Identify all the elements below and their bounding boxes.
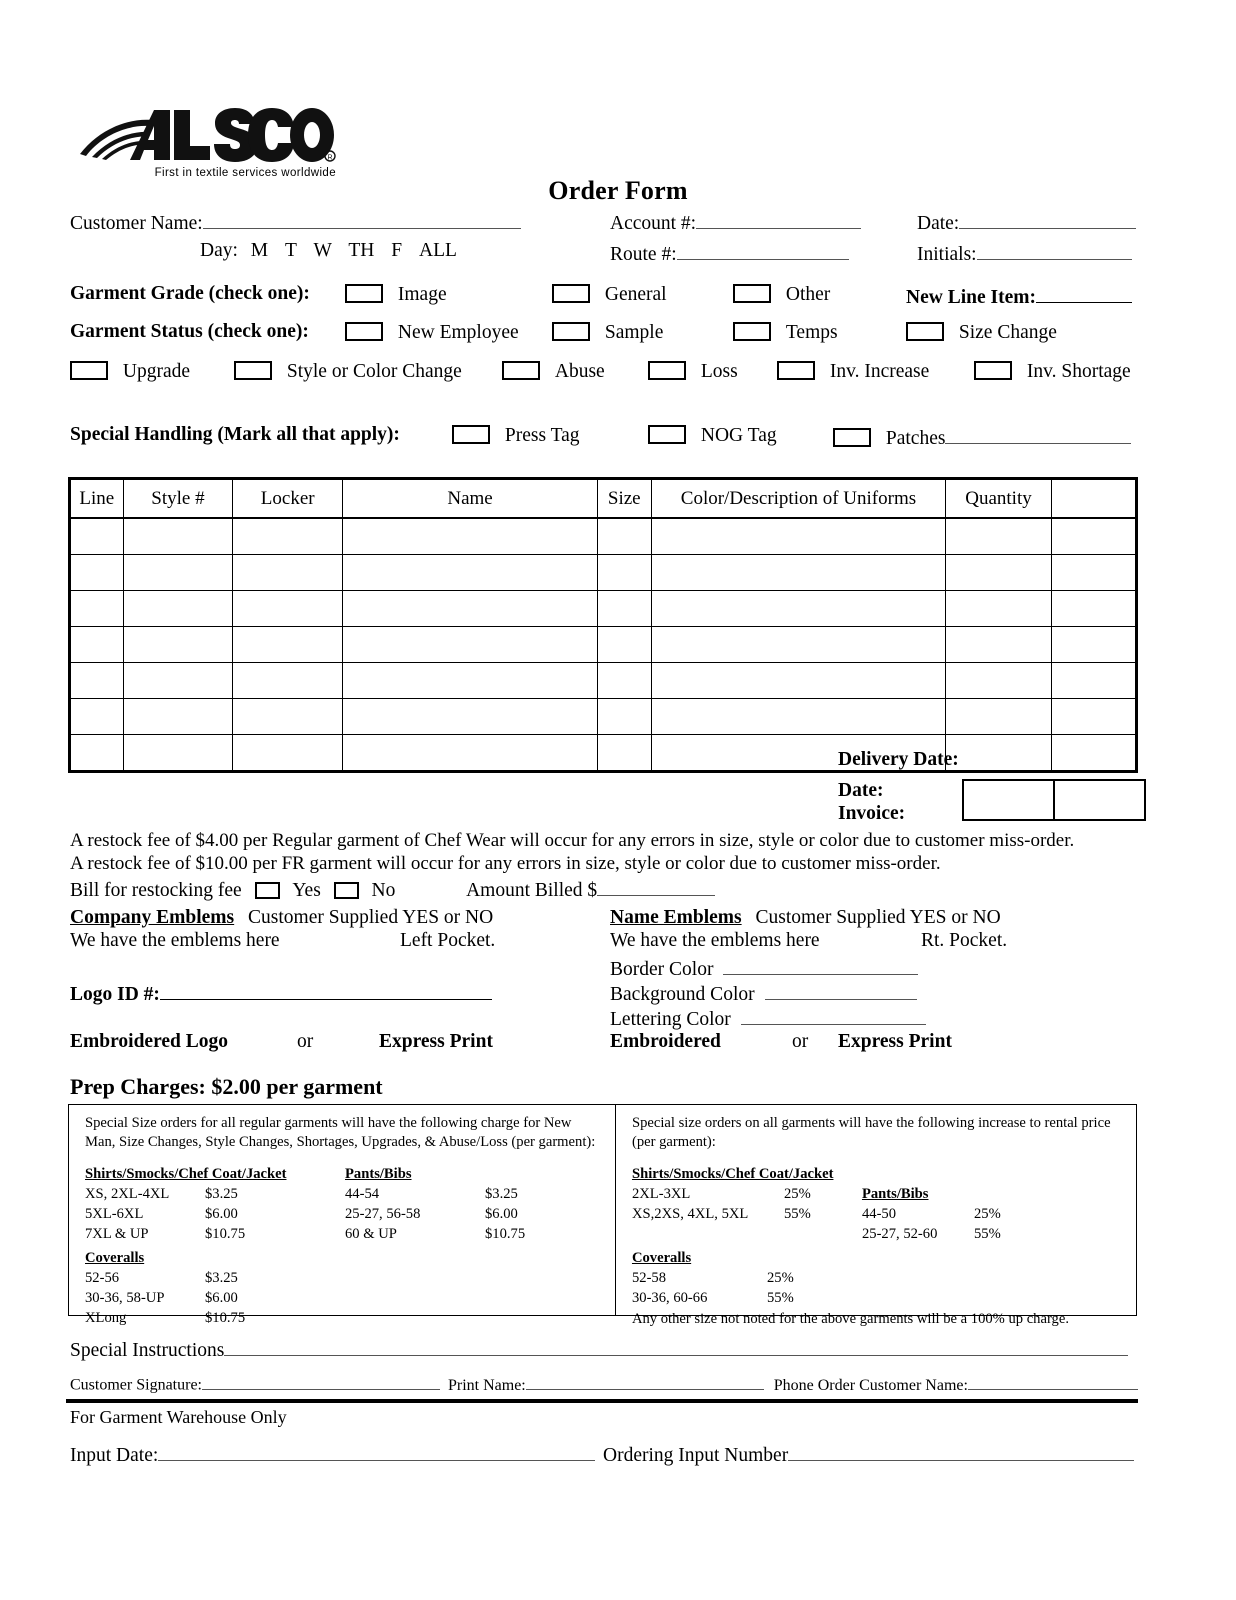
cell-size[interactable] [597,591,651,627]
label-press-tag: Press Tag [504,425,580,446]
amount-billed-input[interactable] [597,877,715,896]
cell-color[interactable] [651,627,946,663]
cell-line[interactable] [70,735,124,772]
price-row [85,1289,245,1309]
price-right-shirts-price-0: 25% [783,1186,811,1203]
price-left-shirts-head: Shirts/Smocks/Chef Coat/Jacket [85,1166,287,1183]
date-field[interactable] [917,210,1136,233]
label-abuse: Abuse [554,361,605,382]
table-row[interactable] [70,591,1137,627]
name-emblems-pocket: Rt. Pocket. [921,930,1008,951]
checkbox-bill-yes[interactable] [255,882,280,899]
cell-name[interactable] [343,699,598,735]
special-handling-patches[interactable] [833,425,1131,448]
amount-billed-label: Amount Billed $ [466,879,598,901]
cell-extra[interactable] [1051,663,1136,699]
label-temps: Temps [785,322,838,343]
name-emblems-heading: Name Emblems [610,907,742,928]
column-header-extra [1051,479,1136,519]
special-instructions-input[interactable] [224,1337,1128,1356]
border-color-label: Border Color [610,958,714,980]
price-right-coveralls-size-1: 30-36, 60-66 [631,1289,708,1306]
day-option-all[interactable]: ALL [418,240,457,261]
day-option-m[interactable]: M [250,240,269,261]
cell-extra[interactable] [1051,591,1136,627]
price-row [632,1225,1001,1245]
cell-extra[interactable] [1051,555,1136,591]
day-option-w[interactable]: W [313,240,332,261]
cell-line[interactable] [70,591,124,627]
input-date-label: Input Date: [70,1444,159,1466]
column-header-line: Line [70,479,124,519]
label-image: Image [397,284,447,305]
cell-extra[interactable] [1051,518,1136,555]
checkbox-general[interactable] [552,284,590,303]
label-upgrade: Upgrade [122,361,191,382]
phone-order-input[interactable] [968,1374,1138,1390]
name-emblems-method-express-print[interactable]: Express Print [838,1031,952,1052]
cell-quantity[interactable] [946,627,1051,663]
garment-grade-option-general[interactable] [552,284,667,305]
column-header-quantity: Quantity [946,479,1051,519]
garment-grade-option-other[interactable] [733,284,830,305]
cell-size[interactable] [597,663,651,699]
price-row [632,1269,794,1289]
garment-status-option-size-change[interactable] [906,322,1057,343]
company-emblems-method-embroidered[interactable]: Embroidered Logo [70,1031,228,1052]
logo-id-label: Logo ID #: [70,983,160,1005]
date-input[interactable] [959,210,1136,229]
cell-locker[interactable] [233,555,343,591]
column-header-color-description: Color/Description of Uniforms [651,479,946,519]
cell-quantity[interactable] [946,735,1051,772]
price-right-pants-size-0: 44-50 [861,1205,897,1222]
print-name-input[interactable] [526,1374,764,1390]
pricing-box-special-size-charge [69,1105,616,1327]
price-row [85,1205,525,1225]
cell-style[interactable] [123,518,233,555]
delivery-date-box[interactable] [963,780,1054,820]
initials-field[interactable] [917,241,1132,264]
day-option-th[interactable]: TH [348,240,375,261]
input-date-input[interactable] [158,1442,595,1461]
company-emblems-pocket: Left Pocket. [400,930,496,951]
phone-order-label: Phone Order Customer Name: [773,1376,968,1394]
cell-size[interactable] [597,735,651,772]
table-row[interactable] [70,699,1137,735]
footer-divider [66,1399,1138,1403]
price-row [85,1309,245,1329]
price-right-shirts-size-1: XS,2XS, 4XL, 5XL [631,1205,749,1222]
cell-style[interactable] [123,627,233,663]
cell-locker[interactable] [233,591,343,627]
cell-line[interactable] [70,627,124,663]
cell-name[interactable] [343,555,598,591]
day-option-f[interactable]: F [391,240,403,261]
cell-line[interactable] [70,663,124,699]
cell-locker[interactable] [233,663,343,699]
ordering-input-number-field[interactable] [603,1442,1134,1465]
border-color-input[interactable] [723,956,918,975]
garment-status-option-sample[interactable] [552,322,663,343]
name-emblems-have-here: We have the emblems here [610,930,820,951]
label-inv-increase: Inv. Increase [829,361,930,382]
checkbox-image[interactable] [345,284,383,303]
name-emblems-heading-row [610,908,1001,928]
price-left-shirts-size-2: 7XL & UP [85,1226,149,1243]
garment-status-option-new-employee[interactable] [345,322,519,343]
checkbox-bill-no[interactable] [334,882,359,899]
cell-name[interactable] [343,591,598,627]
print-name-label: Print Name: [447,1376,526,1394]
new-line-item-input[interactable] [1036,284,1132,303]
price-right-coveralls-head: Coveralls [631,1249,692,1266]
cell-name[interactable] [343,663,598,699]
label-new-employee: New Employee [397,322,519,343]
alsco-tagline: First in textile services worldwide [154,167,336,179]
cell-quantity[interactable] [946,518,1051,555]
cell-quantity[interactable] [946,555,1051,591]
price-right-pants-head: Pants/Bibs [861,1186,929,1203]
cell-size[interactable] [597,518,651,555]
border-color-field[interactable] [610,956,918,979]
special-handling-label: Special Handling (Mark all that apply): [70,424,400,445]
checkbox-inv-increase[interactable] [777,361,815,380]
name-emblems-method-embroidered[interactable]: Embroidered [610,1031,721,1052]
cell-locker[interactable] [233,627,343,663]
cell-color[interactable] [651,591,946,627]
price-left-pants-price-2: $10.75 [485,1226,526,1243]
status-option-style-color-change[interactable] [234,361,462,382]
price-left-coveralls-table [85,1249,245,1329]
checkbox-new-employee[interactable] [345,322,383,341]
cell-quantity[interactable] [946,663,1051,699]
warehouse-only-label: For Garment Warehouse Only [70,1407,287,1427]
price-left-pants-size-0: 44-54 [345,1186,380,1203]
price-right-shirts-price-1: 55% [783,1205,811,1222]
label-patches: Patches [885,427,946,449]
label-size-change: Size Change [958,322,1057,343]
price-left-shirts-price-0: $3.25 [205,1186,238,1203]
special-handling-nog-tag[interactable] [648,425,777,446]
lettering-color-input[interactable] [741,1006,926,1025]
customer-name-input[interactable] [203,210,521,229]
initials-input[interactable] [977,241,1132,260]
cell-line[interactable] [70,699,124,735]
patches-input[interactable] [945,425,1131,444]
company-emblems-method-express-print[interactable]: Express Print [379,1031,493,1052]
company-emblems-supplied[interactable]: Customer Supplied YES or NO [248,907,494,928]
account-label: Account #: [610,212,697,234]
price-left-intro: Special Size orders for all regular garments will have the following charge for New Man, Size Changes, Style Changes, Shortages, Upgrades, & Abuse/Loss (per garment): [85,1115,596,1150]
cell-size[interactable] [597,555,651,591]
customer-name-label: Customer Name: [70,212,203,234]
status-option-loss[interactable] [648,361,738,382]
price-row-head [632,1249,794,1269]
price-right-pants-price-1: 55% [973,1225,1001,1242]
cell-extra[interactable] [1051,699,1136,735]
column-header-size: Size [597,479,651,519]
cell-quantity[interactable] [946,591,1051,627]
customer-signature-label: Customer Signature: [70,1376,202,1394]
cell-quantity[interactable] [946,699,1051,735]
price-left-shirts-price-2: $10.75 [205,1226,246,1243]
delivery-date-label: Delivery Date: [838,749,959,770]
table-row[interactable] [70,663,1137,699]
initials-label: Initials: [917,243,977,265]
background-color-label: Background Color [610,983,755,1005]
price-right-shirts-size-0: 2XL-3XL [631,1186,691,1203]
price-left-pants-price-0: $3.25 [485,1186,518,1203]
cell-name[interactable] [343,518,598,555]
price-row [85,1185,525,1205]
cell-style[interactable] [123,555,233,591]
checkbox-patches[interactable] [833,428,871,447]
price-left-coveralls-price-2: $10.75 [205,1310,246,1327]
price-left-pants-size-2: 60 & UP [345,1226,397,1243]
price-right-shirts-pants-table [632,1185,1001,1245]
price-left-shirts-size-0: XS, 2XL-4XL [85,1186,170,1203]
label-bill-no: No [371,879,396,901]
price-right-shirts-head: Shirts/Smocks/Chef Coat/Jacket [631,1166,834,1183]
table-header-row [70,479,1137,519]
price-row [632,1185,1001,1205]
route-label: Route #: [610,243,677,265]
name-emblems-method-or: or [792,1031,809,1052]
price-row-head [85,1249,245,1269]
background-color-input[interactable] [765,981,917,1000]
cell-color[interactable] [651,699,946,735]
price-right-coveralls-size-0: 52-58 [631,1269,667,1286]
price-left-shirts-pants-table [85,1165,525,1245]
restock-line-1: A restock fee of $4.00 per Regular garment of Chef Wear will occur for any errors in size, style or color due to customer miss-order. [70,830,1075,851]
checkbox-inv-shortage[interactable] [974,361,1012,380]
price-row [85,1269,245,1289]
checkbox-nog-tag[interactable] [648,425,686,444]
price-left-coveralls-size-2: XLong [85,1310,127,1327]
cell-style[interactable] [123,735,233,772]
column-header-style: Style # [123,479,233,519]
cell-locker[interactable] [233,699,343,735]
price-left-pants-price-1: $6.00 [485,1206,518,1223]
signature-row[interactable] [70,1374,1138,1395]
account-input[interactable] [696,210,861,229]
price-row [85,1225,525,1245]
price-right-pants-price-0: 25% [973,1205,1001,1222]
cell-line[interactable] [70,555,124,591]
account-field[interactable] [610,210,861,233]
page-title: Order Form [548,176,688,205]
special-handling-press-tag[interactable] [452,425,580,446]
alsco-logo [78,104,338,179]
price-left-coveralls-price-1: $6.00 [205,1290,238,1307]
checkbox-sample[interactable] [552,322,590,341]
cell-name[interactable] [343,627,598,663]
cell-size[interactable] [597,699,651,735]
label-sample: Sample [604,322,664,343]
price-left-coveralls-head: Coveralls [85,1250,145,1267]
label-general: General [604,284,667,305]
checkbox-style-color-change[interactable] [234,361,272,380]
price-right-coveralls-table [632,1249,794,1309]
price-right-pants-size-1: 25-27, 52-60 [861,1225,938,1242]
price-left-coveralls-size-1: 30-36, 58-UP [85,1290,165,1307]
input-date-field[interactable] [70,1442,595,1465]
date-label: Date: [917,212,960,234]
invoice-label: Invoice: [838,803,906,824]
checkbox-size-change[interactable] [906,322,944,341]
lettering-color-field[interactable] [610,1006,926,1029]
price-left-shirts-size-1: 5XL-6XL [85,1206,144,1223]
new-line-item-field[interactable] [906,284,1132,307]
price-right-coveralls-price-1: 55% [766,1289,794,1306]
checkbox-upgrade[interactable] [70,361,108,380]
checkbox-loss[interactable] [648,361,686,380]
lettering-color-label: Lettering Color [610,1008,731,1030]
name-emblems-supplied[interactable]: Customer Supplied YES or NO [755,907,1001,928]
delivery-row [963,780,1145,820]
delivery-invoice-boxes [962,779,1146,821]
price-right-intro: Special size orders on all garments will have the following increase to rental price (per garment): [631,1115,1111,1150]
price-right-coveralls-price-0: 25% [766,1269,794,1286]
alsco-wordmark-icon [78,104,336,166]
order-line-items-table [68,477,1138,773]
checkbox-other[interactable] [733,284,771,303]
route-field[interactable] [610,241,849,264]
label-bill-yes: Yes [292,879,321,901]
cell-color[interactable] [651,518,946,555]
checkbox-press-tag[interactable] [452,425,490,444]
column-header-name: Name [343,479,598,519]
customer-signature-input[interactable] [202,1374,440,1390]
price-right-footnote: Any other size not noted for the above garments will be a 100% up charge. [631,1310,1069,1327]
cell-style[interactable] [123,591,233,627]
background-color-field[interactable] [610,981,917,1004]
day-label: Day: [200,240,238,261]
cell-size[interactable] [597,627,651,663]
table-row[interactable] [70,518,1137,555]
special-instructions-label: Special Instructions [70,1339,225,1361]
cell-extra[interactable] [1051,627,1136,663]
price-row [632,1205,1001,1225]
delivery-invoice-box[interactable] [1054,780,1145,820]
cell-locker[interactable] [233,735,343,772]
status-option-abuse[interactable] [502,361,605,382]
cell-line[interactable] [70,518,124,555]
table-row[interactable] [70,555,1137,591]
company-emblems-heading: Company Emblems [70,907,235,928]
price-left-pants-head: Pants/Bibs [345,1166,412,1183]
cell-style[interactable] [123,699,233,735]
table-row[interactable] [70,735,1137,772]
checkbox-abuse[interactable] [502,361,540,380]
garment-status-option-temps[interactable] [733,322,838,343]
company-emblems-method-or: or [297,1031,314,1052]
bill-restocking-fee-row[interactable] [70,877,715,900]
label-loss: Loss [700,361,738,382]
garment-grade-label: Garment Grade (check one): [70,283,310,304]
cell-name[interactable] [343,735,598,772]
day-selector[interactable] [200,241,457,261]
logo-id-input[interactable] [160,981,492,1000]
delivery-date-field-label: Date: [838,780,884,801]
price-row [632,1289,794,1309]
price-row-head [85,1165,525,1185]
price-left-coveralls-price-0: $3.25 [205,1270,238,1287]
customer-name-field[interactable] [70,210,521,233]
pricing-boxes [68,1104,1137,1327]
checkbox-temps[interactable] [733,322,771,341]
route-input[interactable] [677,241,849,260]
svg-text:R: R [327,154,333,162]
ordering-input-number-input[interactable] [788,1442,1134,1461]
logo-id-field[interactable] [70,981,492,1004]
cell-style[interactable] [123,663,233,699]
prep-charges-heading: Prep Charges: $2.00 per garment [70,1074,383,1099]
cell-extra[interactable] [1051,735,1136,772]
bill-restocking-fee-label: Bill for restocking fee [70,879,242,901]
day-option-t[interactable]: T [285,240,297,261]
pricing-box-rental-increase [616,1105,1136,1327]
new-line-item-label: New Line Item: [906,286,1036,308]
ordering-input-number-label: Ordering Input Number [603,1444,789,1466]
garment-grade-option-image[interactable] [345,284,447,305]
cell-color[interactable] [651,663,946,699]
status-option-inv-increase[interactable] [777,361,929,382]
status-option-inv-shortage[interactable] [974,361,1131,382]
garment-status-label: Garment Status (check one): [70,321,309,342]
cell-color[interactable] [651,555,946,591]
restock-line-2: A restock fee of $10.00 per FR garment will occur for any errors in size, style or color due to customer miss-order. [70,853,941,874]
price-left-coveralls-size-0: 52-56 [85,1270,120,1287]
label-style-color-change: Style or Color Change [286,361,462,382]
column-header-locker: Locker [233,479,343,519]
label-other: Other [785,284,831,305]
table-row[interactable] [70,627,1137,663]
status-option-upgrade[interactable] [70,361,190,382]
price-left-pants-size-1: 25-27, 56-58 [345,1206,421,1223]
price-left-shirts-price-1: $6.00 [205,1206,238,1223]
company-emblems-have-here: We have the emblems here [70,930,280,951]
special-instructions-field[interactable] [70,1337,1128,1360]
label-nog-tag: NOG Tag [700,425,777,446]
company-emblems-heading-row [70,908,493,928]
cell-locker[interactable] [233,518,343,555]
label-inv-shortage: Inv. Shortage [1026,361,1131,382]
